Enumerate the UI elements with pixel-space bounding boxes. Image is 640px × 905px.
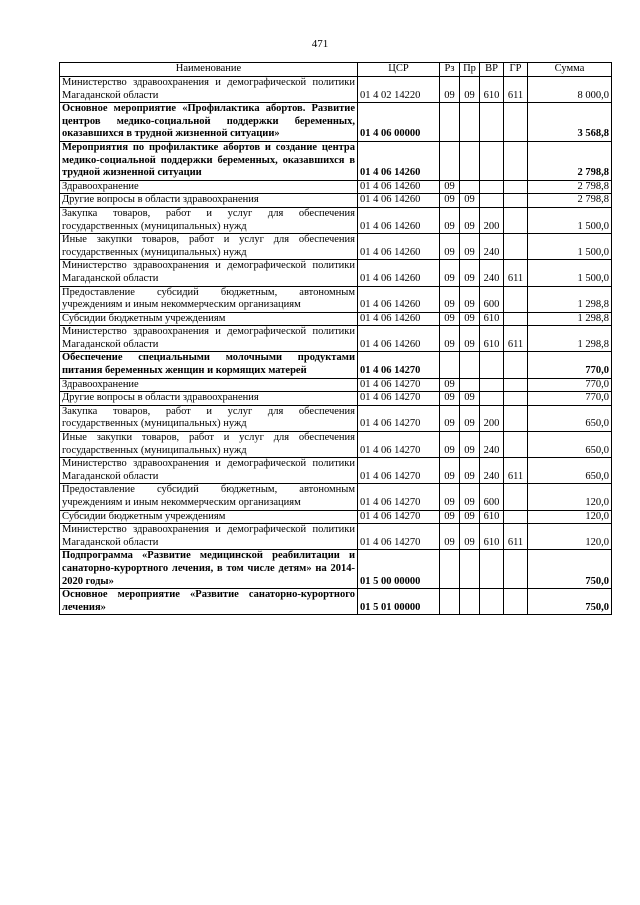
- cell-rz: 09: [440, 286, 460, 312]
- cell-rz: 09: [440, 312, 460, 326]
- cell-name: Министерство здравоохранения и демографической политики Магаданской области: [60, 458, 358, 484]
- cell-gr: 611: [504, 458, 528, 484]
- cell-sum: 1 298,8: [528, 312, 612, 326]
- cell-vr: 610: [480, 312, 504, 326]
- cell-csr: 01 4 06 14270: [358, 405, 440, 431]
- cell-sum: 1 500,0: [528, 260, 612, 286]
- cell-gr: [504, 312, 528, 326]
- cell-gr: [504, 589, 528, 615]
- cell-sum: 2 798,8: [528, 180, 612, 194]
- cell-name: Иные закупки товаров, работ и услуг для обеспечения государственных (муниципальных) нужд: [60, 432, 358, 458]
- cell-sum: 650,0: [528, 432, 612, 458]
- cell-name: Закупка товаров, работ и услуг для обеспечения государственных (муниципальных) нужд: [60, 405, 358, 431]
- cell-pr: 09: [460, 207, 480, 233]
- cell-rz: 09: [440, 458, 460, 484]
- cell-csr: 01 4 06 14260: [358, 207, 440, 233]
- cell-rz: 09: [440, 484, 460, 510]
- cell-rz: 09: [440, 234, 460, 260]
- cell-vr: 240: [480, 260, 504, 286]
- cell-csr: 01 4 06 14270: [358, 510, 440, 524]
- cell-name: Субсидии бюджетным учреждениям: [60, 510, 358, 524]
- cell-vr: 240: [480, 432, 504, 458]
- cell-vr: [480, 589, 504, 615]
- cell-sum: 770,0: [528, 392, 612, 406]
- cell-rz: 09: [440, 180, 460, 194]
- cell-name: Иные закупки товаров, работ и услуг для обеспечения государственных (муниципальных) нужд: [60, 234, 358, 260]
- cell-csr: 01 4 06 14260: [358, 326, 440, 352]
- cell-vr: 240: [480, 458, 504, 484]
- cell-pr: [460, 180, 480, 194]
- cell-vr: 610: [480, 77, 504, 103]
- cell-csr: 01 4 06 14270: [358, 352, 440, 378]
- table-row: [60, 180, 612, 194]
- cell-vr: [480, 180, 504, 194]
- cell-gr: [504, 141, 528, 180]
- table-row: [60, 378, 612, 392]
- cell-name: Мероприятия по профилактике абортов и создание центра медико-социальной поддержки беременных, оказавшихся в трудной жизненной ситуации: [60, 141, 358, 180]
- cell-name: Обеспечение специальными молочными продуктами питания беременных женщин и кормящих матерей: [60, 352, 358, 378]
- cell-sum: 770,0: [528, 352, 612, 378]
- cell-pr: 09: [460, 326, 480, 352]
- cell-csr: 01 5 00 00000: [358, 550, 440, 589]
- cell-sum: 650,0: [528, 458, 612, 484]
- cell-name: Предоставление субсидий бюджетным, автономным учреждениям и иным некоммерческим организациям: [60, 484, 358, 510]
- cell-name: Основное мероприятие «Профилактика абортов. Развитие центров медико-социальной поддержки беременных, оказавшихся в трудной жизненной ситуации»: [60, 103, 358, 142]
- cell-pr: 09: [460, 234, 480, 260]
- table-row: [60, 458, 612, 484]
- cell-rz: 09: [440, 524, 460, 550]
- table-row: [60, 405, 612, 431]
- cell-name: Предоставление субсидий бюджетным, автономным учреждениям и иным некоммерческим организациям: [60, 286, 358, 312]
- cell-pr: [460, 352, 480, 378]
- cell-pr: 09: [460, 524, 480, 550]
- cell-name: Подпрограмма «Развитие медицинской реабилитации и санаторно-курортного лечения, в том числе детям» на 2014-2020 годы»: [60, 550, 358, 589]
- cell-csr: 01 4 06 14270: [358, 458, 440, 484]
- cell-vr: 200: [480, 405, 504, 431]
- cell-csr: 01 4 06 14260: [358, 286, 440, 312]
- cell-sum: 3 568,8: [528, 103, 612, 142]
- cell-rz: [440, 103, 460, 142]
- cell-gr: [504, 550, 528, 589]
- cell-vr: [480, 103, 504, 142]
- cell-rz: [440, 352, 460, 378]
- cell-csr: 01 4 02 14220: [358, 77, 440, 103]
- cell-name: Министерство здравоохранения и демографической политики Магаданской области: [60, 260, 358, 286]
- table-row: [60, 77, 612, 103]
- cell-sum: 750,0: [528, 589, 612, 615]
- header-csr: ЦСР: [358, 63, 440, 77]
- cell-rz: [440, 141, 460, 180]
- cell-sum: 120,0: [528, 524, 612, 550]
- cell-gr: 611: [504, 326, 528, 352]
- table-row: [60, 432, 612, 458]
- cell-gr: [504, 207, 528, 233]
- header-gr: ГР: [504, 63, 528, 77]
- cell-vr: [480, 141, 504, 180]
- header-pr: Пр: [460, 63, 480, 77]
- cell-pr: [460, 141, 480, 180]
- cell-rz: 09: [440, 77, 460, 103]
- cell-rz: 09: [440, 207, 460, 233]
- cell-gr: [504, 405, 528, 431]
- table-row: [60, 207, 612, 233]
- cell-pr: 09: [460, 458, 480, 484]
- cell-gr: [504, 286, 528, 312]
- cell-gr: [504, 194, 528, 208]
- cell-rz: 09: [440, 326, 460, 352]
- cell-sum: 2 798,8: [528, 141, 612, 180]
- cell-sum: 8 000,0: [528, 77, 612, 103]
- cell-sum: 650,0: [528, 405, 612, 431]
- cell-sum: 770,0: [528, 378, 612, 392]
- cell-pr: 09: [460, 432, 480, 458]
- cell-gr: [504, 510, 528, 524]
- cell-csr: 01 4 06 14260: [358, 312, 440, 326]
- cell-csr: 01 4 06 14260: [358, 180, 440, 194]
- cell-vr: 610: [480, 326, 504, 352]
- cell-pr: 09: [460, 510, 480, 524]
- cell-name: Министерство здравоохранения и демографической политики Магаданской области: [60, 326, 358, 352]
- cell-name: Другие вопросы в области здравоохранения: [60, 392, 358, 406]
- table-row: [60, 326, 612, 352]
- cell-vr: 200: [480, 207, 504, 233]
- cell-rz: 09: [440, 194, 460, 208]
- cell-sum: 1 298,8: [528, 286, 612, 312]
- cell-sum: 1 298,8: [528, 326, 612, 352]
- cell-rz: 09: [440, 510, 460, 524]
- cell-vr: [480, 392, 504, 406]
- cell-gr: 611: [504, 260, 528, 286]
- cell-csr: 01 4 06 14260: [358, 260, 440, 286]
- cell-name: Другие вопросы в области здравоохранения: [60, 194, 358, 208]
- cell-name: Закупка товаров, работ и услуг для обеспечения государственных (муниципальных) нужд: [60, 207, 358, 233]
- cell-csr: 01 4 06 14270: [358, 432, 440, 458]
- header-rz: Рз: [440, 63, 460, 77]
- cell-gr: 611: [504, 524, 528, 550]
- table-row: [60, 524, 612, 550]
- cell-pr: 09: [460, 312, 480, 326]
- cell-csr: 01 4 06 14260: [358, 194, 440, 208]
- cell-rz: [440, 550, 460, 589]
- table-row: [60, 234, 612, 260]
- table-row: [60, 141, 612, 180]
- cell-sum: 750,0: [528, 550, 612, 589]
- cell-gr: [504, 103, 528, 142]
- cell-pr: 09: [460, 286, 480, 312]
- cell-rz: 09: [440, 405, 460, 431]
- table-row: [60, 392, 612, 406]
- cell-vr: [480, 550, 504, 589]
- header-name: Наименование: [60, 63, 358, 77]
- cell-vr: [480, 194, 504, 208]
- table-row: [60, 589, 612, 615]
- budget-table: [59, 62, 612, 615]
- cell-gr: [504, 392, 528, 406]
- cell-vr: 600: [480, 484, 504, 510]
- table-row: [60, 260, 612, 286]
- cell-sum: 2 798,8: [528, 194, 612, 208]
- cell-csr: 01 4 06 14270: [358, 524, 440, 550]
- header-sum: Сумма: [528, 63, 612, 77]
- table-row: [60, 103, 612, 142]
- cell-gr: [504, 484, 528, 510]
- cell-rz: [440, 589, 460, 615]
- cell-sum: 120,0: [528, 484, 612, 510]
- header-vr: ВР: [480, 63, 504, 77]
- cell-name: Министерство здравоохранения и демографической политики Магаданской области: [60, 524, 358, 550]
- cell-csr: 01 4 06 14270: [358, 378, 440, 392]
- cell-sum: 1 500,0: [528, 234, 612, 260]
- cell-rz: 09: [440, 378, 460, 392]
- cell-pr: 09: [460, 194, 480, 208]
- cell-csr: 01 4 06 00000: [358, 103, 440, 142]
- cell-vr: 610: [480, 510, 504, 524]
- cell-pr: 09: [460, 260, 480, 286]
- table-row: [60, 312, 612, 326]
- cell-csr: 01 4 06 14270: [358, 484, 440, 510]
- cell-sum: 1 500,0: [528, 207, 612, 233]
- cell-vr: [480, 352, 504, 378]
- cell-pr: [460, 550, 480, 589]
- cell-csr: 01 5 01 00000: [358, 589, 440, 615]
- cell-vr: [480, 378, 504, 392]
- table-row: [60, 194, 612, 208]
- table-row: [60, 484, 612, 510]
- cell-pr: [460, 103, 480, 142]
- cell-csr: 01 4 06 14260: [358, 234, 440, 260]
- cell-sum: 120,0: [528, 510, 612, 524]
- page-number: 471: [311, 38, 329, 50]
- cell-rz: 09: [440, 392, 460, 406]
- cell-rz: 09: [440, 260, 460, 286]
- cell-gr: 611: [504, 77, 528, 103]
- cell-name: Здравоохранение: [60, 180, 358, 194]
- cell-csr: 01 4 06 14260: [358, 141, 440, 180]
- cell-gr: [504, 378, 528, 392]
- cell-pr: [460, 589, 480, 615]
- cell-csr: 01 4 06 14270: [358, 392, 440, 406]
- table-row: [60, 286, 612, 312]
- cell-gr: [504, 352, 528, 378]
- table-row: [60, 352, 612, 378]
- cell-name: Министерство здравоохранения и демографической политики Магаданской области: [60, 77, 358, 103]
- cell-gr: [504, 180, 528, 194]
- cell-vr: 610: [480, 524, 504, 550]
- cell-vr: 240: [480, 234, 504, 260]
- cell-name: Субсидии бюджетным учреждениям: [60, 312, 358, 326]
- cell-rz: 09: [440, 432, 460, 458]
- table-row: [60, 550, 612, 589]
- cell-pr: 09: [460, 405, 480, 431]
- cell-gr: [504, 234, 528, 260]
- cell-vr: 600: [480, 286, 504, 312]
- cell-name: Здравоохранение: [60, 378, 358, 392]
- cell-pr: 09: [460, 484, 480, 510]
- table-header-row: [60, 63, 612, 77]
- cell-pr: 09: [460, 77, 480, 103]
- cell-pr: [460, 378, 480, 392]
- cell-name: Основное мероприятие «Развитие санаторно-курортного лечения»: [60, 589, 358, 615]
- table-row: [60, 510, 612, 524]
- cell-pr: 09: [460, 392, 480, 406]
- cell-gr: [504, 432, 528, 458]
